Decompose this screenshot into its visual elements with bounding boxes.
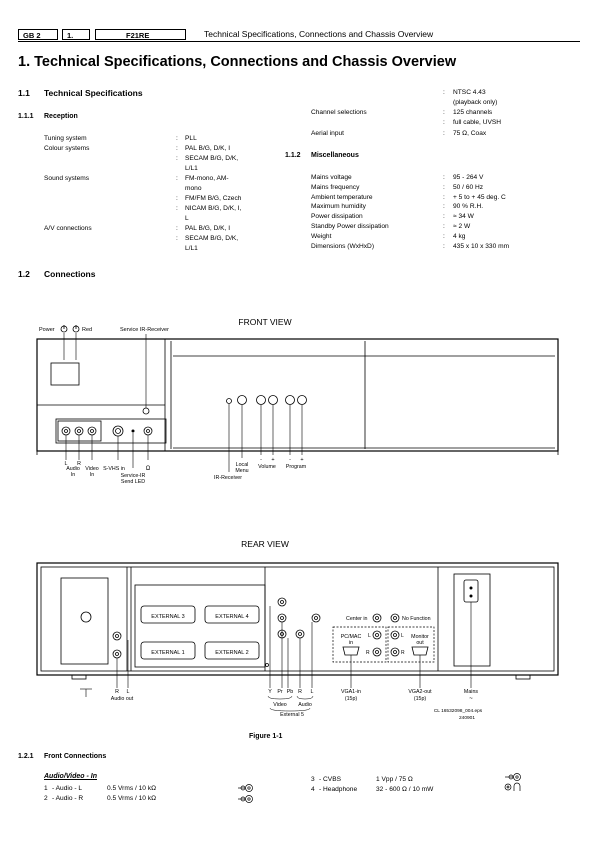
pcmac-l-socket	[373, 631, 381, 639]
external-3-label: EXTERNAL 3	[151, 614, 185, 620]
colon: :	[176, 205, 178, 212]
center-in-label: Center in	[346, 616, 368, 622]
volume-minus-button	[257, 396, 266, 405]
header-tab-chapter: 1.	[62, 29, 90, 40]
colon: :	[176, 225, 178, 232]
audio-r-socket	[75, 427, 83, 435]
spec-value: + 5 to + 45 deg. C	[453, 193, 506, 201]
colon: :	[443, 174, 445, 181]
volume-label: Volume	[258, 464, 276, 470]
external-1-label: EXTERNAL 1	[151, 650, 185, 656]
spec-value: FM/FM B/G, Czech	[185, 195, 242, 202]
colon: :	[443, 119, 445, 126]
spec-label: Maximum humidity	[311, 203, 366, 211]
local-menu-label: Local	[235, 462, 249, 468]
video-in-label: Video	[85, 466, 99, 472]
colon: :	[176, 145, 178, 152]
svhs-in-label: S-VHS in	[103, 466, 125, 472]
header-rule	[18, 41, 580, 42]
audio-out-l-socket	[113, 650, 121, 658]
power-label: Power	[39, 327, 55, 333]
spec-label: A/V connections	[44, 225, 92, 232]
spec-value: SECAM B/G, D/K,	[185, 235, 239, 242]
pcmac-in-group	[333, 627, 386, 662]
channel-value: full cable, UVSH	[453, 119, 502, 126]
colon: :	[176, 235, 178, 242]
audio-label: Audio	[298, 702, 312, 708]
ir-receiver-label: IR-Receiver	[214, 475, 242, 481]
section-1-2-title: Connections	[44, 269, 96, 279]
colon: :	[443, 242, 445, 250]
colon: :	[443, 89, 445, 96]
vga2-out-label: VGA2-out	[408, 689, 432, 695]
spec-value: 435 x 10 x 330 mm	[453, 242, 510, 250]
spec-value: 90 % R.H.	[453, 203, 484, 211]
audio-out-r-socket	[113, 632, 121, 640]
center-in-socket	[373, 614, 381, 622]
connection-row	[44, 784, 254, 794]
mains-socket	[464, 580, 478, 602]
colon: :	[176, 155, 178, 162]
section-1-1-2-title: Miscellaneous	[311, 152, 359, 159]
chapter-title: 1. Technical Specifications, Connections and Chassis Overview	[18, 54, 457, 70]
vga1-in-label: VGA1-in	[340, 689, 362, 695]
monitor-out-label: Monitor	[411, 634, 429, 640]
spec-value: mono	[185, 185, 202, 192]
audio-out-label: Audio out	[110, 696, 134, 702]
pb-label: Pb	[286, 689, 294, 695]
spec-value: FM-mono, AM-	[185, 175, 229, 182]
cinch-connector-icon	[236, 783, 256, 805]
colon: :	[443, 130, 445, 137]
pcmac-in-label: PC/MAC	[340, 634, 362, 640]
mains-symbol: ~	[469, 696, 473, 702]
colon: :	[176, 175, 178, 182]
prog-plus-sign: +	[300, 457, 304, 463]
audio-in-label: Audio	[66, 466, 80, 472]
rear-left-panel	[61, 578, 108, 664]
audio-l-socket	[62, 427, 70, 435]
audio-out-l-label: L	[126, 689, 130, 695]
headphone-symbol: Ω	[145, 466, 151, 472]
vga2-out-connector	[412, 647, 428, 655]
service-ir-send-label-2: Send LED	[120, 479, 146, 485]
spec-label: Mains voltage	[311, 174, 352, 181]
colon: :	[443, 222, 445, 230]
pr-label: Pr	[277, 689, 283, 695]
monitor-l-label: L	[401, 633, 404, 639]
video-in-socket	[88, 427, 96, 435]
connection-value: 0.5 Vrms / 10 kΩ	[107, 795, 157, 802]
colon: :	[443, 193, 445, 201]
section-1-2-number: 1.2	[18, 269, 30, 279]
playback-note: (playback only)	[453, 99, 498, 106]
vga1-in-connector	[343, 647, 359, 655]
spec-label: Tuning system	[44, 135, 87, 142]
connection-value: 0.5 Vrms / 10 kΩ	[107, 785, 157, 792]
rear-view-diagram	[0, 535, 595, 740]
external-5-label: External 5	[280, 712, 304, 718]
connection-row	[311, 785, 501, 795]
header-tab-gb2: GB 2	[18, 29, 58, 40]
spec-label: Power dissipation	[311, 213, 363, 221]
vol-plus-sign: +	[271, 457, 275, 463]
connection-number: 2	[44, 795, 48, 802]
connection-value: 1 Vpp / 75 Ω	[376, 776, 413, 783]
program-minus-button	[286, 396, 295, 405]
local-menu-button	[238, 396, 247, 405]
rear-antenna-socket	[81, 612, 91, 622]
cinch-connector-icon	[502, 772, 524, 794]
connection-name: - Audio - R	[52, 795, 84, 802]
section-1-2-1-title: Front Connections	[44, 753, 107, 760]
audio-out-r-label: R	[115, 689, 119, 695]
channel-label: Channel selections	[311, 109, 367, 116]
video-in-label-2: In	[89, 472, 95, 478]
pcmac-l-label: L	[368, 633, 371, 639]
external-4-label: EXTERNAL 4	[215, 614, 249, 620]
section-1-1-1-number: 1.1.1	[18, 113, 34, 120]
program-label: Program	[285, 464, 307, 470]
connection-number: 1	[44, 785, 48, 792]
colon: :	[176, 135, 178, 142]
spec-value: ≈ 2 W	[453, 222, 471, 230]
spec-label: Sound systems	[44, 175, 90, 182]
connection-number: 4	[311, 786, 315, 793]
channel-value: 125 channels	[453, 109, 493, 116]
spec-label: Weight	[311, 232, 332, 240]
pr-socket	[278, 614, 286, 622]
connection-value: 32 - 600 Ω / 10 mW	[376, 786, 434, 793]
monitor-out-group	[388, 627, 434, 662]
audio-in-label-2: In	[70, 472, 76, 478]
pcmac-r-socket	[373, 648, 381, 656]
connection-name: - Audio - L	[52, 785, 83, 792]
spec-value: L	[185, 215, 189, 222]
ext5-l-label: L	[310, 689, 314, 695]
spec-value: L/L1	[185, 245, 198, 252]
monitor-r-label: R	[401, 650, 405, 656]
file-reference: CL 16532098_004.eps	[433, 709, 483, 714]
no-function-label: No Function	[402, 616, 431, 622]
service-ir-send-led	[132, 430, 135, 433]
connection-name: - Headphone	[319, 786, 358, 793]
front-display-window	[51, 363, 79, 385]
external-2-label: EXTERNAL 2	[215, 650, 249, 656]
ext5-audio-r-socket	[296, 630, 304, 638]
service-ir-send-label: Service-IR	[120, 473, 146, 479]
spec-value: PLL	[185, 135, 197, 142]
spec-value: 4 kg	[453, 232, 466, 240]
section-1-1-2-number: 1.1.2	[285, 152, 301, 159]
file-date: 240901	[458, 716, 476, 721]
spec-value: PAL B/G, D/K, I	[185, 225, 231, 232]
rear-chassis	[37, 563, 558, 675]
pcmac-in-label-2: in	[348, 640, 354, 646]
colon: :	[443, 213, 445, 221]
spec-label: Standby Power dissipation	[311, 222, 389, 230]
figure-caption: Figure 1-1	[249, 733, 283, 740]
audio-l-label: L	[64, 461, 68, 467]
connection-row	[311, 775, 501, 785]
spec-label: Dimensions (WxHxD)	[311, 242, 375, 250]
spec-value: ≈ 34 W	[453, 213, 474, 221]
ext5-r-label: R	[298, 689, 302, 695]
ext5-audio-l-socket	[312, 614, 320, 622]
spec-value: 50 / 60 Hz	[453, 183, 484, 191]
section-1-2-1-number: 1.2.1	[18, 753, 34, 760]
monitor-r-socket	[391, 648, 399, 656]
monitor-l-socket	[391, 631, 399, 639]
colon: :	[176, 195, 178, 202]
section-1-1-number: 1.1	[18, 88, 30, 98]
service-ir-receiver-icon	[143, 408, 149, 414]
monitor-out-label-2: out	[416, 640, 424, 646]
no-function-socket	[391, 614, 399, 622]
front-view-title: FRONT VIEW	[238, 317, 292, 327]
connection-number: 3	[311, 776, 315, 783]
section-1-1-title: Technical Specifications	[44, 88, 143, 98]
spec-label: Mains frequency	[311, 183, 360, 191]
program-plus-button	[298, 396, 307, 405]
section-1-1-1-title: Reception	[44, 113, 78, 120]
aerial-value: 75 Ω, Coax	[453, 130, 487, 137]
y-socket	[278, 598, 286, 606]
ir-receiver-window	[227, 399, 232, 404]
av-in-title: Audio/Video - In	[44, 773, 98, 780]
connection-row	[44, 794, 254, 804]
aerial-label: Aerial input	[311, 130, 344, 137]
svhs-in-socket	[113, 426, 123, 436]
colon: :	[443, 203, 445, 211]
red-label: Red	[82, 327, 93, 333]
spec-value: NICAM B/G, D/K, I,	[185, 205, 242, 212]
spec-label: Ambient temperature	[311, 193, 373, 201]
prog-minus-sign: -	[289, 457, 291, 463]
header-tab-model: F21RE	[95, 29, 186, 40]
video-label: Video	[273, 702, 287, 708]
spec-value: L/L1	[185, 165, 198, 172]
service-ir-receiver-label: Service IR-Receiver	[120, 327, 169, 333]
volume-plus-button	[269, 396, 278, 405]
colon: :	[443, 109, 445, 116]
headphone-socket	[144, 427, 152, 435]
vga1-in-label-2: (15p)	[344, 696, 358, 702]
vga2-out-label-2: (15p)	[413, 696, 427, 702]
spec-value: SECAM B/G, D/K,	[185, 155, 239, 162]
colon: :	[443, 232, 445, 240]
front-view-diagram	[0, 312, 595, 492]
spec-label: Colour systems	[44, 145, 90, 152]
header-title: Technical Specifications, Connections and Chassis Overview	[204, 29, 434, 39]
colon: :	[443, 183, 445, 191]
vol-minus-sign: -	[260, 457, 262, 463]
mains-label: Mains	[463, 689, 479, 695]
y-label: Y	[268, 689, 272, 695]
audio-r-label: R	[77, 461, 81, 467]
connection-name: - CVBS	[319, 776, 341, 783]
rear-view-title: REAR VIEW	[241, 539, 289, 549]
spec-value: 95 - 264 V	[453, 174, 484, 181]
pcmac-r-label: R	[366, 650, 370, 656]
local-menu-label-2: Menu	[235, 468, 249, 474]
playback-value: NTSC 4.43	[453, 89, 486, 96]
spec-value: PAL B/G, D/K, I	[185, 145, 231, 152]
